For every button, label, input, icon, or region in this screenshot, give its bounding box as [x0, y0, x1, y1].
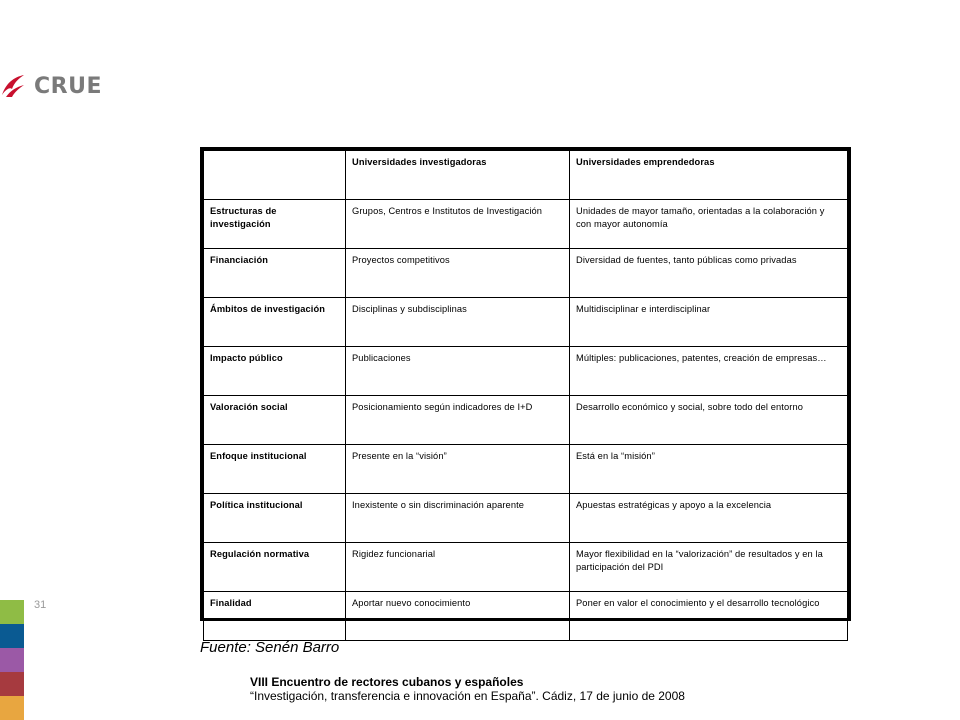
table-cell: Proyectos competitivos: [346, 249, 570, 298]
color-strip-block: [0, 600, 24, 624]
column-header: Universidades emprendedoras: [570, 151, 848, 200]
table-row: [204, 396, 848, 445]
column-header: Universidades investigadoras: [346, 151, 570, 200]
crue-logo: [0, 66, 102, 106]
color-strip-block: [0, 624, 24, 648]
table-row: [204, 592, 848, 641]
color-strip-block: [0, 648, 24, 672]
table-row: [204, 200, 848, 249]
logo-text: CRUE: [34, 73, 102, 99]
table-cell: Presente en la “visión”: [346, 445, 570, 494]
table-header-row: [204, 151, 848, 200]
table-cell: Publicaciones: [346, 347, 570, 396]
footer-subtitle: “Investigación, transferencia e innovación en España”. Cádiz, 17 de junio de 2008: [250, 689, 685, 703]
table-row: [204, 445, 848, 494]
table-cell: Está en la “misión”: [570, 445, 848, 494]
table-cell: Diversidad de fuentes, tanto públicas como privadas: [570, 249, 848, 298]
color-strip-block: [0, 696, 24, 720]
table-row: [204, 543, 848, 592]
row-label: Estructuras de investigación: [204, 200, 346, 249]
row-label: Impacto público: [204, 347, 346, 396]
crue-feather-icon: [0, 71, 26, 101]
row-label: Financiación: [204, 249, 346, 298]
table-row: [204, 347, 848, 396]
color-strip-block: [0, 672, 24, 696]
table-row: [204, 298, 848, 347]
table-cell: Múltiples: publicaciones, patentes, creación de empresas…: [570, 347, 848, 396]
column-header: [204, 151, 346, 200]
source-caption: Fuente: Senén Barro: [200, 639, 340, 656]
table-cell: Multidisciplinar e interdisciplinar: [570, 298, 848, 347]
footer-title: VIII Encuentro de rectores cubanos y españoles: [250, 675, 524, 689]
page-number: 31: [34, 599, 47, 611]
table-row: [204, 494, 848, 543]
comparison-table: [200, 147, 851, 621]
table-cell: Aportar nuevo conocimiento: [346, 592, 570, 641]
table-cell: Mayor flexibilidad en la “valorización” de resultados y en la participación del PDI: [570, 543, 848, 592]
row-label: Ámbitos de investigación: [204, 298, 346, 347]
footer: [250, 675, 685, 703]
row-label: Enfoque institucional: [204, 445, 346, 494]
table-cell: Posicionamiento según indicadores de I+D: [346, 396, 570, 445]
table-cell: Inexistente o sin discriminación aparente: [346, 494, 570, 543]
row-label: Finalidad: [204, 592, 346, 641]
table-cell: Disciplinas y subdisciplinas: [346, 298, 570, 347]
table-cell: Unidades de mayor tamaño, orientadas a la colaboración y con mayor autonomía: [570, 200, 848, 249]
table-cell: Poner en valor el conocimiento y el desarrollo tecnológico: [570, 592, 848, 641]
table-cell: Desarrollo económico y social, sobre todo del entorno: [570, 396, 848, 445]
row-label: Regulación normativa: [204, 543, 346, 592]
table-row: [204, 249, 848, 298]
row-label: Valoración social: [204, 396, 346, 445]
table-cell: Rigidez funcionarial: [346, 543, 570, 592]
table-cell: Grupos, Centros e Institutos de Investigación: [346, 200, 570, 249]
table-cell: Apuestas estratégicas y apoyo a la excelencia: [570, 494, 848, 543]
row-label: Política institucional: [204, 494, 346, 543]
